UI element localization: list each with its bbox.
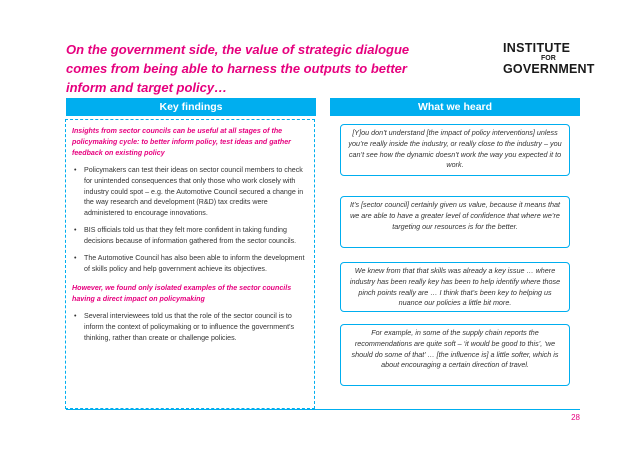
quote-box: It’s [sector council] certainly given us value, because it means that we are able to have a greater level of confidence that where we’re targeting our resources is for the better. — [340, 196, 570, 248]
slide-title: On the government side, the value of strategic dialogue comes from being able to harness the outputs to better inform and target policy… — [66, 42, 410, 95]
findings-intro: Insights from sector councils can be useful at all stages of the policymaking cycle: to better inform policy, test ideas and gather feedback on existing policy — [72, 127, 291, 157]
logo-line-institute: INSTITUTE — [503, 41, 571, 55]
findings-bullet-list-2 — [72, 311, 308, 344]
quote-box: [Y]ou don’t understand [the impact of policy interventions] unless you’re really inside the industry, or really close to the industry – you can’t see how the dynamic doesn’t work the way you expected it to work. — [340, 124, 570, 176]
finding-bullet: • Policymakers can test their ideas on sector council members to check for unintended consequences that only those who work closely with industry could spot – e.g. the Automotive Council secured a change in the way research and development (R&D) tax credits were administered to encourage innovations. — [72, 165, 308, 220]
what-we-heard-header: What we heard — [330, 98, 580, 116]
finding-bullet: • The Automotive Council has also been able to inform the development of skills policy and help government achieve its objectives. — [72, 253, 308, 275]
logo-line-for: FOR — [541, 55, 556, 62]
page-number: 28 — [571, 413, 580, 422]
finding-bullet: • BIS officials told us that they felt more confident in taking funding decisions because of information gathered from the sector councils. — [72, 225, 308, 247]
finding-bullet: • Several interviewees told us that the role of the sector council is to inform the context of policymaking or to influence the government’s thinking, rather than create or challenge policies. — [72, 311, 308, 344]
footer-divider — [66, 409, 580, 410]
key-findings-panel — [65, 119, 315, 409]
logo-line-government: GOVERNMENT — [503, 62, 595, 76]
quote-box: We knew from that that skills was already a key issue … where industry has been really key has been to help identify where those pinch points really are … I think that’s been key to helping us nuance our policies a little bit more. — [340, 262, 570, 312]
findings-bullet-list — [72, 165, 308, 275]
findings-subheading: However, we found only isolated examples of the sector councils having a direct impact on policymaking — [72, 283, 292, 303]
quote-box: For example, in some of the supply chain reports the recommendations are quite soft – ‘it would be good to this’, ‘we should do some of that’ … [the influence is] a little softer, which is about encouraging a certain direction of travel. — [340, 324, 570, 386]
key-findings-header: Key findings — [66, 98, 316, 116]
institute-for-government-logo — [503, 41, 595, 76]
